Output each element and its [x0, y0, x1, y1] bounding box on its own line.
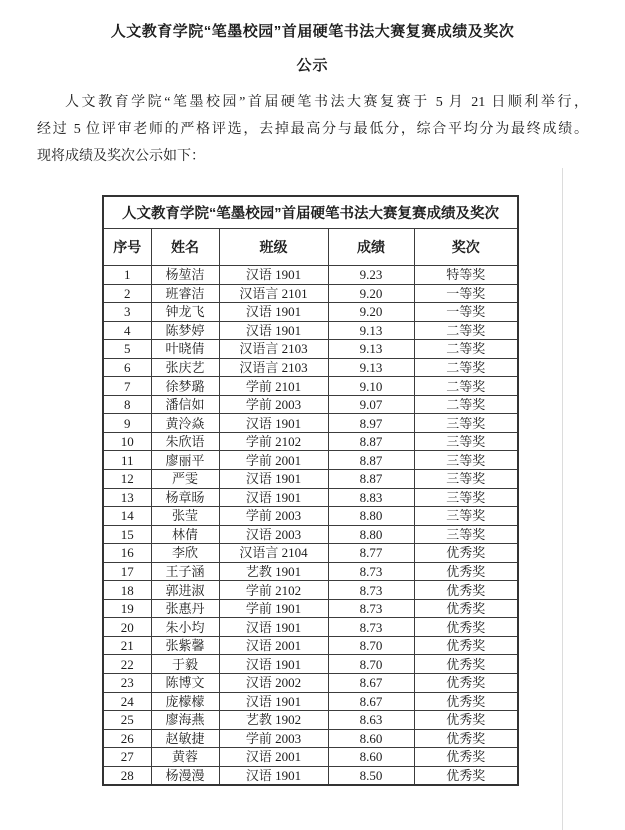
table-row	[103, 395, 518, 414]
table-row	[103, 414, 518, 433]
cell-name: 杨章旸	[151, 488, 219, 507]
table-row	[103, 507, 518, 526]
cell-award: 优秀奖	[414, 544, 518, 563]
cell-award: 优秀奖	[414, 711, 518, 730]
cell-score: 8.60	[328, 748, 414, 767]
cell-class: 汉语言 2101	[219, 284, 328, 303]
cell-score: 8.80	[328, 525, 414, 544]
cell-class: 学前 2101	[219, 377, 328, 396]
cell-score: 8.67	[328, 692, 414, 711]
cell-name: 朱欣语	[151, 432, 219, 451]
cell-score: 8.70	[328, 655, 414, 674]
cell-class: 学前 1901	[219, 599, 328, 618]
cell-index: 11	[103, 451, 151, 470]
cell-index: 9	[103, 414, 151, 433]
table-row	[103, 711, 518, 730]
cell-index: 2	[103, 284, 151, 303]
cell-award: 优秀奖	[414, 636, 518, 655]
cell-score: 8.73	[328, 618, 414, 637]
table-row	[103, 284, 518, 303]
cell-class: 汉语 1901	[219, 692, 328, 711]
scan-edge-line	[562, 168, 563, 830]
cell-name: 朱小均	[151, 618, 219, 637]
cell-award: 三等奖	[414, 488, 518, 507]
cell-award: 优秀奖	[414, 748, 518, 767]
cell-name: 班睿洁	[151, 284, 219, 303]
cell-index: 28	[103, 766, 151, 785]
cell-award: 二等奖	[414, 358, 518, 377]
cell-award: 三等奖	[414, 414, 518, 433]
cell-award: 二等奖	[414, 321, 518, 340]
cell-index: 21	[103, 636, 151, 655]
cell-award: 一等奖	[414, 303, 518, 322]
cell-award: 优秀奖	[414, 599, 518, 618]
table-row	[103, 692, 518, 711]
cell-class: 学前 2102	[219, 581, 328, 600]
table-row	[103, 729, 518, 748]
cell-score: 8.87	[328, 432, 414, 451]
cell-name: 张莹	[151, 507, 219, 526]
cell-index: 25	[103, 711, 151, 730]
cell-award: 特等奖	[414, 266, 518, 285]
table-row	[103, 655, 518, 674]
cell-score: 8.67	[328, 674, 414, 693]
cell-name: 王子涵	[151, 562, 219, 581]
cell-name: 潘信如	[151, 395, 219, 414]
cell-class: 汉语 1901	[219, 321, 328, 340]
cell-award: 三等奖	[414, 432, 518, 451]
cell-index: 3	[103, 303, 151, 322]
cell-index: 18	[103, 581, 151, 600]
cell-score: 8.83	[328, 488, 414, 507]
cell-index: 19	[103, 599, 151, 618]
cell-index: 14	[103, 507, 151, 526]
table-row	[103, 748, 518, 767]
cell-score: 8.87	[328, 451, 414, 470]
table-row	[103, 766, 518, 785]
cell-name: 陈梦婷	[151, 321, 219, 340]
table-row	[103, 451, 518, 470]
cell-name: 廖丽平	[151, 451, 219, 470]
cell-index: 5	[103, 340, 151, 359]
cell-score: 8.60	[328, 729, 414, 748]
cell-award: 三等奖	[414, 525, 518, 544]
cell-award: 二等奖	[414, 340, 518, 359]
cell-class: 学前 2003	[219, 507, 328, 526]
cell-award: 二等奖	[414, 377, 518, 396]
cell-class: 汉语言 2104	[219, 544, 328, 563]
paragraph-line: 经过 5 位评审老师的严格评选，去掉最高分与最低分，综合平均分为最终成绩。	[37, 122, 588, 137]
cell-score: 8.80	[328, 507, 414, 526]
cell-index: 6	[103, 358, 151, 377]
cell-name: 张紫馨	[151, 636, 219, 655]
cell-index: 1	[103, 266, 151, 285]
cell-class: 汉语 1901	[219, 266, 328, 285]
cell-score: 8.70	[328, 636, 414, 655]
cell-class: 汉语 1901	[219, 655, 328, 674]
cell-class: 汉语 1901	[219, 618, 328, 637]
cell-score: 9.23	[328, 266, 414, 285]
cell-name: 严雯	[151, 470, 219, 489]
cell-award: 优秀奖	[414, 729, 518, 748]
cell-award: 优秀奖	[414, 655, 518, 674]
cell-class: 艺教 1902	[219, 711, 328, 730]
cell-name: 杨漫漫	[151, 766, 219, 785]
cell-index: 24	[103, 692, 151, 711]
cell-class: 汉语言 2103	[219, 358, 328, 377]
cell-index: 23	[103, 674, 151, 693]
cell-award: 二等奖	[414, 395, 518, 414]
cell-score: 8.73	[328, 581, 414, 600]
cell-name: 张庆艺	[151, 358, 219, 377]
table-row	[103, 674, 518, 693]
column-header-index: 序号	[103, 229, 151, 266]
cell-score: 9.13	[328, 340, 414, 359]
cell-index: 16	[103, 544, 151, 563]
cell-award: 优秀奖	[414, 766, 518, 785]
cell-score: 8.77	[328, 544, 414, 563]
cell-score: 9.13	[328, 321, 414, 340]
table-header-row	[103, 229, 518, 266]
cell-name: 郭进淑	[151, 581, 219, 600]
cell-class: 汉语言 2103	[219, 340, 328, 359]
cell-index: 13	[103, 488, 151, 507]
results-tbody	[103, 266, 518, 786]
cell-score: 8.97	[328, 414, 414, 433]
cell-award: 三等奖	[414, 470, 518, 489]
cell-class: 学前 2001	[219, 451, 328, 470]
table-row	[103, 581, 518, 600]
cell-name: 张惠丹	[151, 599, 219, 618]
cell-name: 黄蓉	[151, 748, 219, 767]
cell-score: 9.20	[328, 303, 414, 322]
cell-award: 一等奖	[414, 284, 518, 303]
table-row	[103, 470, 518, 489]
cell-index: 8	[103, 395, 151, 414]
cell-award: 优秀奖	[414, 581, 518, 600]
cell-index: 20	[103, 618, 151, 637]
paragraph-line: 现将成绩及奖次公示如下：	[37, 149, 205, 164]
table-row	[103, 544, 518, 563]
cell-name: 于毅	[151, 655, 219, 674]
results-table	[102, 195, 519, 786]
cell-score: 8.50	[328, 766, 414, 785]
table-row	[103, 266, 518, 285]
cell-score: 8.73	[328, 599, 414, 618]
cell-index: 26	[103, 729, 151, 748]
cell-award: 优秀奖	[414, 618, 518, 637]
column-header-name: 姓名	[151, 229, 219, 266]
cell-name: 林倩	[151, 525, 219, 544]
cell-class: 汉语 1901	[219, 488, 328, 507]
cell-score: 9.13	[328, 358, 414, 377]
cell-name: 李欣	[151, 544, 219, 563]
cell-class: 学前 2003	[219, 729, 328, 748]
document-subtitle: 公示	[296, 57, 329, 74]
table-row	[103, 618, 518, 637]
column-header-class: 班级	[219, 229, 328, 266]
cell-class: 汉语 2001	[219, 636, 328, 655]
cell-score: 9.07	[328, 395, 414, 414]
cell-name: 叶晓倩	[151, 340, 219, 359]
cell-score: 8.87	[328, 470, 414, 489]
cell-index: 7	[103, 377, 151, 396]
cell-class: 汉语 1901	[219, 303, 328, 322]
cell-name: 徐梦璐	[151, 377, 219, 396]
cell-score: 9.10	[328, 377, 414, 396]
table-caption: 人文教育学院“笔墨校园”首届硬笔书法大赛复赛成绩及奖次	[103, 196, 518, 229]
cell-score: 8.73	[328, 562, 414, 581]
cell-award: 优秀奖	[414, 674, 518, 693]
cell-name: 赵敏捷	[151, 729, 219, 748]
cell-index: 4	[103, 321, 151, 340]
cell-award: 三等奖	[414, 507, 518, 526]
cell-class: 学前 2003	[219, 395, 328, 414]
cell-index: 15	[103, 525, 151, 544]
cell-name: 钟龙飞	[151, 303, 219, 322]
table-row	[103, 303, 518, 322]
cell-index: 27	[103, 748, 151, 767]
table-row	[103, 358, 518, 377]
table-row	[103, 562, 518, 581]
cell-name: 庞檬檬	[151, 692, 219, 711]
cell-name: 杨堃洁	[151, 266, 219, 285]
cell-class: 汉语 2001	[219, 748, 328, 767]
intro-paragraph	[37, 89, 588, 170]
table-row	[103, 636, 518, 655]
table-row	[103, 432, 518, 451]
cell-class: 学前 2102	[219, 432, 328, 451]
cell-score: 9.20	[328, 284, 414, 303]
column-header-score: 成绩	[328, 229, 414, 266]
table-row	[103, 321, 518, 340]
cell-class: 汉语 1901	[219, 414, 328, 433]
cell-name: 廖海燕	[151, 711, 219, 730]
cell-class: 汉语 1901	[219, 470, 328, 489]
cell-class: 汉语 1901	[219, 766, 328, 785]
cell-index: 10	[103, 432, 151, 451]
table-row	[103, 377, 518, 396]
cell-name: 陈博文	[151, 674, 219, 693]
cell-award: 优秀奖	[414, 692, 518, 711]
column-header-award: 奖次	[414, 229, 518, 266]
cell-name: 黄泠焱	[151, 414, 219, 433]
table-caption-row	[103, 196, 518, 229]
table-row	[103, 525, 518, 544]
table-row	[103, 488, 518, 507]
cell-award: 优秀奖	[414, 562, 518, 581]
document-title: 人文教育学院“笔墨校园”首届硬笔书法大赛复赛成绩及奖次	[110, 23, 515, 40]
table-row	[103, 340, 518, 359]
cell-class: 汉语 2002	[219, 674, 328, 693]
cell-index: 17	[103, 562, 151, 581]
cell-score: 8.63	[328, 711, 414, 730]
cell-award: 三等奖	[414, 451, 518, 470]
paragraph-line: 人文教育学院“笔墨校园”首届硬笔书法大赛复赛于 5 月 21 日顺利举行，	[65, 95, 588, 110]
cell-index: 22	[103, 655, 151, 674]
cell-class: 艺教 1901	[219, 562, 328, 581]
cell-index: 12	[103, 470, 151, 489]
table-row	[103, 599, 518, 618]
cell-class: 汉语 2003	[219, 525, 328, 544]
